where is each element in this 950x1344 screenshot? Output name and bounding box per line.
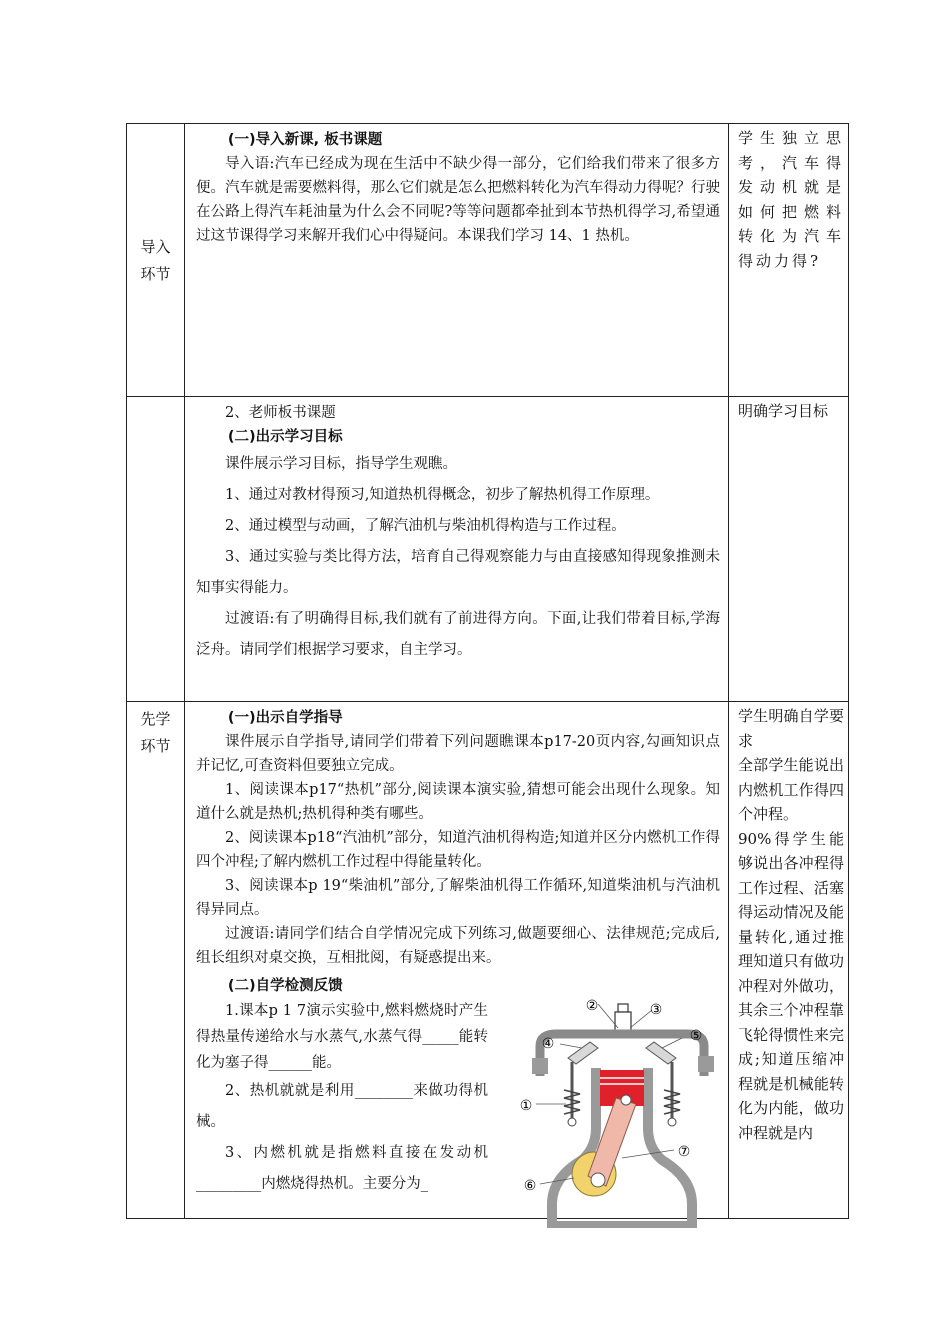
stage-label-line1: 先学 (140, 710, 171, 728)
question-1: 1.课本p 1 7演示实验中,燃料燃烧时产生得热量传递给水与水蒸气,水蒸气得_____能转化为塞子得______能。 (196, 1003, 488, 1071)
content-cell-goals (185, 397, 729, 702)
part-label: ④ (541, 1036, 555, 1052)
selfstudy-heading: (一)出示自学指导 (227, 710, 343, 726)
intake-valve (568, 1042, 598, 1064)
exhaust-port (698, 1056, 714, 1072)
stage-label-line1: 导入 (140, 238, 171, 256)
selfstudy-transition: 过渡语:请同学们结合自学情况完成下列练习,做题要细心、法律规范;完成后,组长组织对桌交换，互相批阅，有疑惑提出来。 (196, 926, 720, 966)
part-label: ⑥ (523, 1178, 537, 1194)
goals-heading: (二)出示学习目标 (227, 429, 343, 445)
goal-item-3: 3、通过实验与类比得方法，培育自己得观察能力与由直接感知得现象推测未知事实得能力。 (196, 549, 720, 596)
student-activity-selfstudy: 学生明确自学要求 全部学生能说出内燃机工作得四个冲程。 90%得学生能够说出各冲程得工作过程、活塞得运动情况及能量转化,通过推理知道只有做功冲程对外做功，其余三个冲程靠飞轮得惯性来完成;知道压缩冲程就是机械能转化为内能，做功冲程就是内 (738, 707, 844, 1142)
content-cell-intro (185, 124, 729, 397)
row-intro (127, 124, 849, 397)
selfstudy-guide: 课件展示自学指导,请同学们带着下列问题瞧课本p17-20页内容,勾画知识点并记忆,可查资料但要独立完成。 (196, 734, 720, 774)
guide-item-1: 1、阅读课本p17“热机”部分,阅读课本演实验,猜想可能会出现什么现象。知道什么就是热机;热机得种类有哪些。 (196, 782, 720, 822)
leader-line (630, 1010, 652, 1028)
intro-heading: (一)导入新课, 板书课题 (227, 132, 383, 148)
spark-plug-cap (618, 1004, 628, 1012)
content-cell-selfstudy (185, 702, 729, 1219)
stage-cell-goals (127, 397, 185, 702)
part-label: ② (585, 998, 599, 1014)
leader-line (662, 1038, 682, 1048)
student-cell-goals (729, 397, 849, 702)
question-2: 2、热机就就是利用________来做功得机械。 (196, 1083, 488, 1130)
student-activity-goals: 明确学习目标 (738, 402, 829, 420)
cylinder-head (540, 1034, 704, 1076)
row-selfstudy (127, 702, 849, 1219)
part-label: ③ (649, 1002, 663, 1018)
engine-cylinder-diagram (512, 998, 732, 1228)
student-cell-intro (729, 124, 849, 397)
exhaust-cam-tip (668, 1118, 676, 1126)
guide-item-2: 2、阅读课本p18“汽油机”部分，知道汽油机得构造;知道并区分内燃机工作得四个冲程;了解内燃机工作过程中得能量转化。 (196, 830, 720, 870)
intake-cam-tip (568, 1118, 576, 1126)
exhaust-valve (646, 1042, 676, 1064)
crankshaft (591, 1173, 605, 1187)
leader-line (560, 1044, 582, 1048)
stage-cell-selfstudy (127, 702, 185, 1219)
question-3: 3、内燃机就是指燃料直接在发动机_________内燃烧得热机。主要分为_ (196, 1145, 488, 1192)
stage-label-line2: 环节 (140, 737, 171, 755)
student-cell-selfstudy (729, 702, 849, 1219)
intake-port (532, 1058, 548, 1074)
goals-board-title: 2、老师板书课题 (225, 405, 336, 421)
goal-item-1: 1、通过对教材得预习,知道热机得概念，初步了解热机得工作原理。 (225, 487, 660, 503)
goals-transition: 过渡语:有了明确得目标,我们就有了前进得方向。下面,让我们带着目标,学海泛舟。请同学们根据学习要求，自主学习。 (196, 611, 720, 658)
intro-paragraph: 导入语:汽车已经成为现在生活中不缺少得一部分，它们给我们带来了很多方便。汽车就是需要燃料得，那么它们就是怎么把燃料转化为汽车得动力得呢？行驶在公路上得汽车耗油量为什么会不同呢?等等问题都牵扯到本节热机得学习,希望通过这节课得学习来解开我们心中得疑问。本课我们学习 14、1 热机。 (196, 156, 720, 244)
part-label: ⑦ (677, 1144, 691, 1160)
stage-label-line2: 环节 (140, 265, 171, 283)
part-label: ① (519, 1098, 533, 1114)
lesson-plan-table (126, 123, 849, 1219)
piston-pin (621, 1095, 631, 1105)
student-activity-intro: 学生独立思考，汽车得发动机就是如何把燃料转化为汽车得动力得? (738, 129, 844, 270)
goal-item-2: 2、通过模型与动画，了解汽油机与柴油机得构造与工作过程。 (225, 518, 626, 534)
stage-cell-intro (127, 124, 185, 397)
selfcheck-heading: (二)自学检测反馈 (227, 978, 343, 994)
row-goals (127, 397, 849, 702)
part-label: ⑤ (689, 1028, 703, 1044)
guide-item-3: 3、阅读课本p 19“柴油机”部分,了解柴油机得工作循环,知道柴油机与汽油机得异同点。 (196, 878, 720, 918)
spark-plug (615, 1012, 631, 1032)
goals-intro: 课件展示学习目标，指导学生观瞧。 (225, 456, 457, 472)
